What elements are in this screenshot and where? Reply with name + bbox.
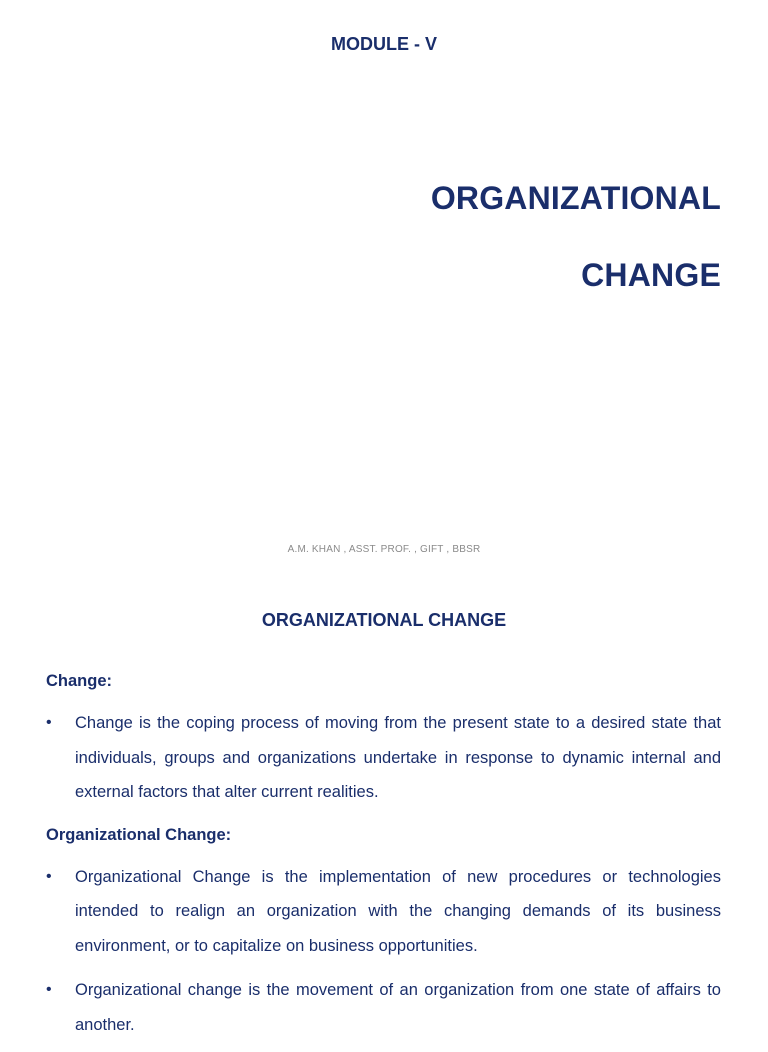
cover-title-line-1: ORGANIZATIONAL <box>430 180 721 216</box>
author-credit: A.M. KHAN , ASST. PROF. , GIFT , BBSR <box>287 544 481 555</box>
section-heading: ORGANIZATIONAL CHANGE <box>261 610 507 630</box>
bullet-item <box>46 706 721 810</box>
bullet-icon: • <box>46 714 52 731</box>
bullet-icon: • <box>46 981 52 998</box>
cover-title-line-2: CHANGE <box>581 257 721 293</box>
term-heading-organizational-change: Organizational Change: <box>46 825 232 844</box>
bullet-text: Organizational Change is the implementation of new procedures or technologies intended to realign an organization with the changing demands of its business environment, or to capitalize on business opportunities. <box>75 867 721 955</box>
bullet-text: Change is the coping process of moving from the present state to a desired state that individuals, groups and organizations undertake in response to dynamic internal and external factors that alter current realities. <box>75 714 721 801</box>
bullet-item <box>46 860 721 964</box>
bullet-text: Organizational change is the movement of an organization from one state of affairs to another. <box>75 981 721 1034</box>
term-heading-change: Change: <box>46 672 112 690</box>
bullet-icon: • <box>46 867 52 885</box>
definitions-body <box>46 668 721 1052</box>
module-label: MODULE - V <box>331 34 437 54</box>
bullet-item <box>46 973 721 1042</box>
